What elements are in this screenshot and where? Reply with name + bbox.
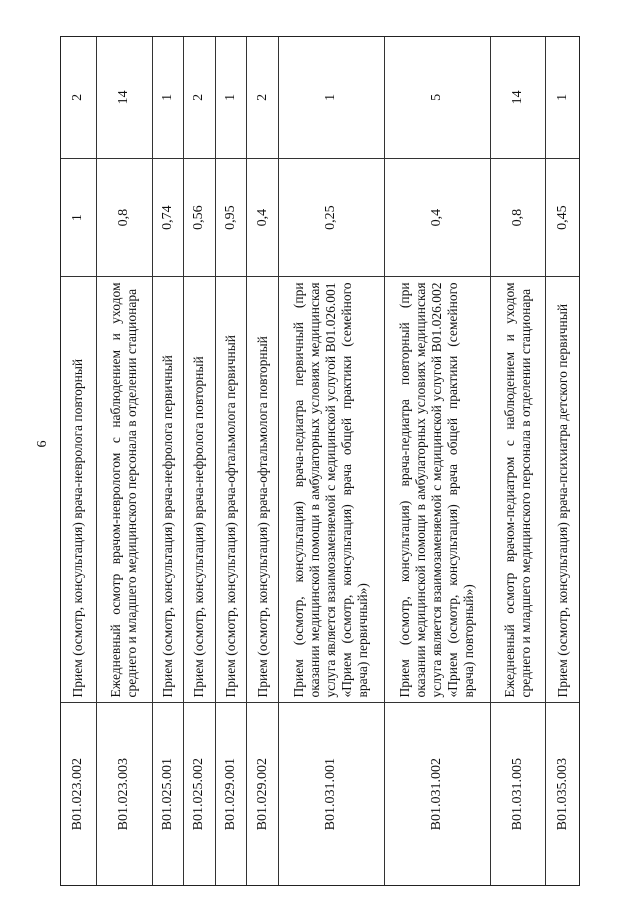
service-name: Ежедневный осмотр врачом-неврологом с наблюдением и уходом среднего и младшего медицинского персонала в отделении стационара <box>97 276 152 702</box>
average-count: 5 <box>429 93 445 101</box>
frequency-coefficient: 0,56 <box>184 158 215 277</box>
table-row <box>385 37 491 885</box>
average-count: 2 <box>191 93 207 101</box>
table-row <box>279 37 385 885</box>
average-count: 14 <box>116 90 132 105</box>
page-number: 6 <box>35 440 50 448</box>
table-row <box>491 37 546 885</box>
average-count: 1 <box>222 93 238 101</box>
table-row <box>247 37 279 885</box>
table-row <box>61 37 97 885</box>
service-code: B01.029.001 <box>216 702 247 885</box>
service-name: Прием (осмотр, консультация) врача-нефролога повторный <box>184 276 215 702</box>
service-code: B01.025.002 <box>184 702 215 885</box>
frequency-coefficient: 0,4 <box>247 158 278 277</box>
service-name: Прием (осмотр, консультация) врача-педиатра повторный (при оказании медицинской помощи в амбулаторных условиях медицинская услуга является взаимозаменяемой с медицинской услугой B01.026.002 «Прием (осмотр, консультация) врача общей практики (семейного врача) повторный») <box>385 276 490 702</box>
service-code: B01.023.003 <box>97 702 152 885</box>
average-count: 2 <box>254 93 270 101</box>
table-row <box>184 37 216 885</box>
service-name: Ежедневный осмотр врачом-педиатром с наблюдением и уходом среднего и младшего медицинского персонала в отделении стационара <box>491 276 545 702</box>
frequency-coefficient: 0,8 <box>97 158 152 277</box>
frequency-coefficient: 1 <box>61 158 96 277</box>
service-code: B01.031.001 <box>279 702 384 885</box>
table-row <box>546 37 579 885</box>
service-code: B01.023.002 <box>61 702 96 885</box>
service-name: Прием (осмотр, консультация) врача-невролога повторный <box>61 276 96 702</box>
service-name: Прием (осмотр, консультация) врача-нефролога первичный <box>153 276 183 702</box>
services-table <box>60 36 580 886</box>
service-code: B01.031.005 <box>491 702 545 885</box>
frequency-coefficient: 0,45 <box>546 158 579 277</box>
frequency-coefficient: 0,8 <box>491 158 545 277</box>
table-row <box>153 37 184 885</box>
average-count: 14 <box>510 90 526 105</box>
frequency-coefficient: 0,25 <box>279 158 384 277</box>
service-code: B01.031.002 <box>385 702 490 885</box>
average-count: 1 <box>554 93 570 101</box>
table-row <box>216 37 248 885</box>
service-code: B01.035.003 <box>546 702 579 885</box>
service-name: Прием (осмотр, консультация) врача-педиатра первичный (при оказании медицинской помощи в амбулаторных условиях медицинская услуга является взаимозаменяемой с медицинской услугой B01.026.001 «Прием (осмотр, консультация) врача общей практики (семейного врача) первичный») <box>279 276 384 702</box>
frequency-coefficient: 0,4 <box>385 158 490 277</box>
service-code: B01.029.002 <box>247 702 278 885</box>
average-count: 1 <box>159 93 175 101</box>
service-name: Прием (осмотр, консультация) врача-офтальмолога повторный <box>247 276 278 702</box>
table-row <box>97 37 153 885</box>
frequency-coefficient: 0,74 <box>153 158 183 277</box>
service-code: B01.025.001 <box>153 702 183 885</box>
service-name: Прием (осмотр, консультация) врача-психиатра детского первичный <box>546 276 579 702</box>
average-count: 2 <box>70 93 86 101</box>
service-name: Прием (осмотр, консультация) врача-офтальмолога первичный <box>216 276 247 702</box>
average-count: 1 <box>323 93 339 101</box>
frequency-coefficient: 0,95 <box>216 158 247 277</box>
